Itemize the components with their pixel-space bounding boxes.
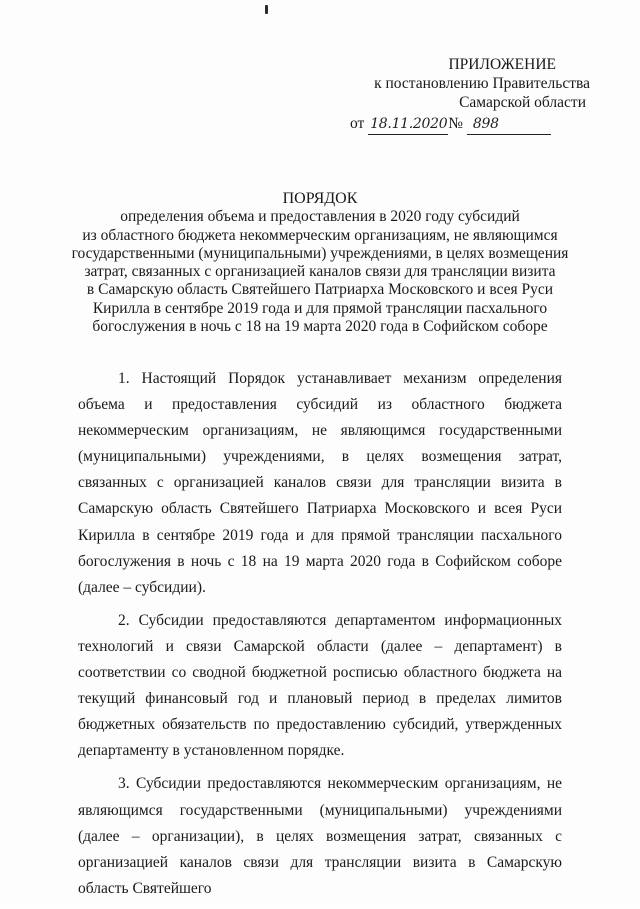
paragraph-3: 3. Субсидии предоставляются некоммерческим организациям, не являющимся государственными (муниципальными) учреждениями (далее – организации), в целях возмещения затрат, связанных с организацией каналов связи для трансляции визита в Самарскую область Святейшего (78, 775, 562, 897)
paragraph-1: 1. Настоящий Порядок устанавливает механизм определения объема и предоставления субсидий из областного бюджета некоммерческим организациям, не являющимся государственными (муниципальными) учреждениями, в целях возмещения затрат, связанных с организацией каналов связи для трансляции визита в Самарскую область Святейшего Патриарха Московского и всея Руси Кирилла в сентябре 2019 года и для прямой трансляции пасхального богослужения в ночь с 18 на 19 марта 2020 года в Софийском соборе (далее – субсидии). (78, 370, 562, 596)
title-line: в Самарскую область Святейшего Патриарха Московского и всея Руси (86, 281, 554, 299)
title-line: затрат, связанных с организацией каналов связи для трансляции визита (84, 263, 556, 281)
title-line: определения объема и предоставления в 2020 году субсидий (120, 208, 520, 226)
number-label: № (448, 115, 463, 132)
appendix-block (330, 55, 590, 135)
handwritten-number: 898 (467, 115, 551, 135)
document-title-block (60, 190, 580, 336)
title-line: богослужения в ночь с 18 на 19 марта 2020 года в Софийском соборе (92, 318, 548, 336)
title-line: государственными (муниципальными) учреждениями, в целях возмещения (71, 244, 569, 262)
date-prefix: от (350, 115, 365, 132)
appendix-heading: ПРИЛОЖЕНИЕ (448, 56, 556, 73)
paragraph-2: 2. Субсидии предоставляются департаментом информационных технологий и связи Самарской области (далее – департамент) в соответствии со сводной бюджетной росписью областного бюджета на текущий финансовый год и плановый период в пределах лимитов бюджетных обязательств по предоставлению субсидий, утвержденных департаменту в установленном порядке. (78, 611, 562, 760)
document-title: ПОРЯДОК (282, 190, 358, 207)
appendix-date-line (330, 114, 590, 135)
appendix-line-decree: к постановлению Правительства (374, 75, 590, 92)
scan-mark (265, 5, 268, 14)
title-line: Кирилла в сентябре 2019 года и для прямой трансляции пасхального (92, 299, 548, 317)
title-line: из областного бюджета некоммерческим организациям, не являющимся (82, 226, 558, 244)
handwritten-date: 18.11.2020 (368, 115, 448, 135)
appendix-line-region: Самарской области (459, 94, 586, 111)
document-body (78, 366, 562, 909)
